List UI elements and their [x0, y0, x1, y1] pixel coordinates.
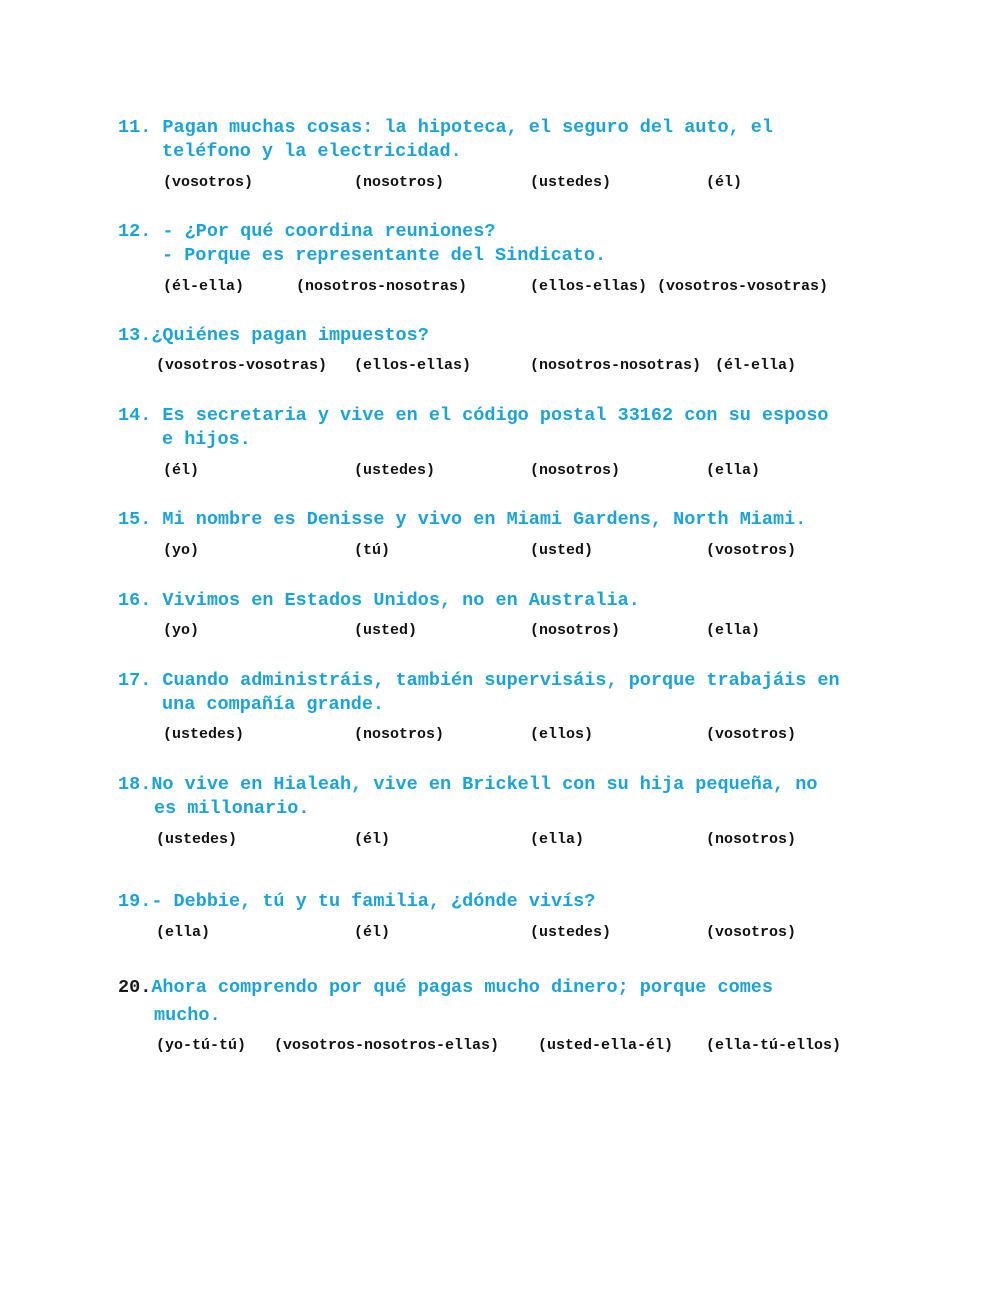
- option: (ella): [706, 622, 761, 639]
- option: (vosotros-vosotras): [657, 278, 829, 295]
- option: (él-ella): [163, 278, 245, 295]
- option: (ustedes): [163, 726, 245, 743]
- option: (yo): [163, 622, 200, 639]
- option: (ella): [156, 924, 211, 941]
- option: (ustedes): [354, 462, 436, 479]
- option: (vosotros): [706, 924, 797, 941]
- option: (vosotros): [706, 542, 797, 559]
- option: (usted): [530, 542, 594, 559]
- question-18-line2: es millonario.: [154, 798, 310, 819]
- question-14-line2: e hijos.: [162, 429, 251, 450]
- question-20-line2: mucho.: [154, 1005, 221, 1026]
- option: (nosotros): [354, 726, 445, 743]
- option: (ella-tú-ellos): [706, 1037, 842, 1054]
- question-15-line1: 15. Mi nombre es Denisse y vivo en Miami Gardens, North Miami.: [118, 509, 807, 530]
- option: (nosotros): [706, 831, 797, 848]
- question-13-line1: 13.¿Quiénes pagan impuestos?: [118, 325, 429, 346]
- option: (tú): [354, 542, 391, 559]
- option: (él-ella): [715, 357, 797, 374]
- question-17-line2: una compañía grande.: [162, 694, 385, 715]
- option: (yo): [163, 542, 200, 559]
- option: (ustedes): [156, 831, 238, 848]
- question-11-line2: teléfono y la electricidad.: [162, 141, 462, 162]
- option: (vosotros-vosotras): [156, 357, 328, 374]
- option: (vosotros): [163, 174, 254, 191]
- option: (ellos-ellas): [354, 357, 472, 374]
- option: (él): [163, 462, 200, 479]
- option: (él): [354, 831, 391, 848]
- question-18-line1: 18.No vive en Hialeah, vive en Brickell con su hija pequeña, no: [118, 774, 818, 795]
- option: (ellos): [530, 726, 594, 743]
- question-20-line1: 20.Ahora comprendo por qué pagas mucho dinero; porque comes: [118, 977, 774, 998]
- option: (ustedes): [530, 924, 612, 941]
- question-14-line1: 14. Es secretaria y vive en el código postal 33162 con su esposo: [118, 405, 829, 426]
- option: (ella): [530, 831, 585, 848]
- option: (él): [706, 174, 743, 191]
- option: (usted): [354, 622, 418, 639]
- option: (nosotros): [530, 462, 621, 479]
- option: (yo-tú-tú): [156, 1037, 247, 1054]
- question-12-line2: - Porque es representante del Sindicato.: [162, 245, 607, 266]
- option: (ellos-ellas): [530, 278, 648, 295]
- option: (ella): [706, 462, 761, 479]
- question-11-line1: 11. Pagan muchas cosas: la hipoteca, el seguro del auto, el: [118, 117, 774, 138]
- option: (vosotros-nosotros-ellas): [274, 1037, 500, 1054]
- question-19-line1: 19.- Debbie, tú y tu familia, ¿dónde vivís?: [118, 891, 596, 912]
- option: (ustedes): [530, 174, 612, 191]
- question-17-line1: 17. Cuando administráis, también supervisáis, porque trabajáis en: [118, 670, 840, 691]
- option: (vosotros): [706, 726, 797, 743]
- question-16-line1: 16. Vivimos en Estados Unidos, no en Australia.: [118, 590, 640, 611]
- option: (él): [354, 924, 391, 941]
- question-12-line1: 12. - ¿Por qué coordina reuniones?: [118, 221, 496, 242]
- option: (nosotros-nosotras): [530, 357, 702, 374]
- option: (nosotros-nosotras): [296, 278, 468, 295]
- option: (usted-ella-él): [538, 1037, 674, 1054]
- option: (nosotros): [530, 622, 621, 639]
- option: (nosotros): [354, 174, 445, 191]
